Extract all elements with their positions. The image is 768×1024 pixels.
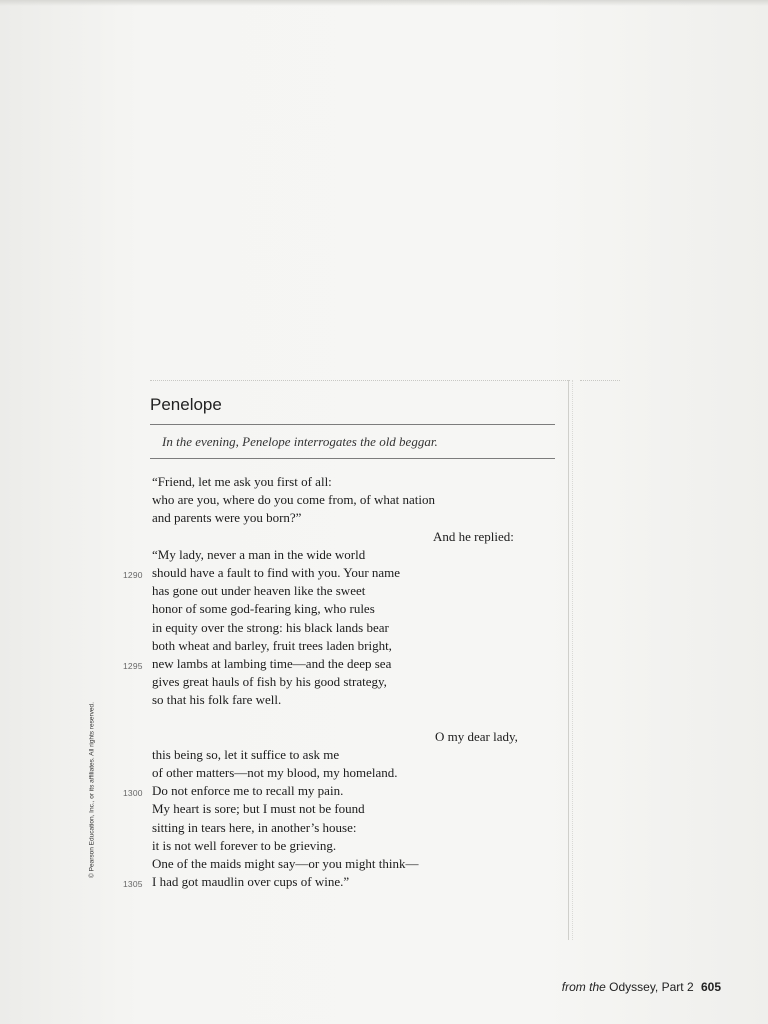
intro-text: In the evening, Penelope interrogates the old beggar. xyxy=(162,434,438,449)
poem-line: has gone out under heaven like the sweet xyxy=(152,583,366,599)
scan-top-edge xyxy=(0,0,768,6)
poem-line: 1295 new lambs at lambing time—and the deep sea xyxy=(152,655,542,673)
poem-line: it is not well forever to be grieving. xyxy=(152,837,337,853)
poem-line: sitting in tears here, in another’s house: xyxy=(152,819,357,835)
poem-line: My heart is sore; but I must not be found xyxy=(152,801,365,817)
copyright-notice: © Pearson Education, Inc., or its affiliates. All rights reserved. xyxy=(88,702,96,878)
poem-line: 1305 I had got maudlin over cups of wine.” xyxy=(152,873,542,891)
poem-line: so that his folk fare well. xyxy=(152,692,282,708)
intro-rule xyxy=(150,458,555,459)
poem-line-reply: And he replied: xyxy=(433,528,514,544)
poem-line: gives great hauls of fish by his good strategy, xyxy=(152,674,387,690)
poem-line: both wheat and barley, fruit trees laden bright, xyxy=(152,637,392,653)
footer-from: from the xyxy=(561,980,606,994)
poem-line-indented: O my dear lady, xyxy=(435,728,518,744)
poem-line: 1290 should have a fault to find with you. Your name xyxy=(152,564,542,582)
right-margin-rule-faint xyxy=(572,380,573,940)
right-margin-rule xyxy=(568,380,569,940)
poem-line: “My lady, never a man in the wide world xyxy=(152,546,366,562)
scan-dotted-border xyxy=(150,380,570,382)
poem-line: “Friend, let me ask you first of all: xyxy=(152,474,332,489)
poem-line: in equity over the strong: his black lands bear xyxy=(152,619,389,635)
scan-dotted-border-right xyxy=(580,380,620,382)
title-rule xyxy=(150,424,555,425)
poem-line: this being so, let it suffice to ask me xyxy=(152,746,340,762)
footer-work-title: Odyssey, Part 2 xyxy=(609,980,694,994)
line-number: 1300 xyxy=(123,788,143,799)
page-number: 605 xyxy=(700,980,721,994)
poem-line: honor of some god-fearing king, who rules xyxy=(152,601,375,617)
poem-line: and parents were you born?” xyxy=(152,510,302,526)
poem-line: of other matters—not my blood, my homeland. xyxy=(152,765,398,780)
page-footer xyxy=(562,980,721,994)
poem-line: One of the maids might say—or you might think— xyxy=(152,855,419,871)
poem-text xyxy=(123,473,542,891)
poem-line: 1300 Do not enforce me to recall my pain. xyxy=(152,782,542,800)
poem-line: who are you, where do you come from, of what nation xyxy=(152,492,436,508)
line-number: 1290 xyxy=(123,569,143,580)
line-number: 1295 xyxy=(123,660,143,671)
stanza-gap xyxy=(152,709,542,727)
line-number: 1305 xyxy=(123,879,143,890)
section-title: Penelope xyxy=(150,395,222,414)
